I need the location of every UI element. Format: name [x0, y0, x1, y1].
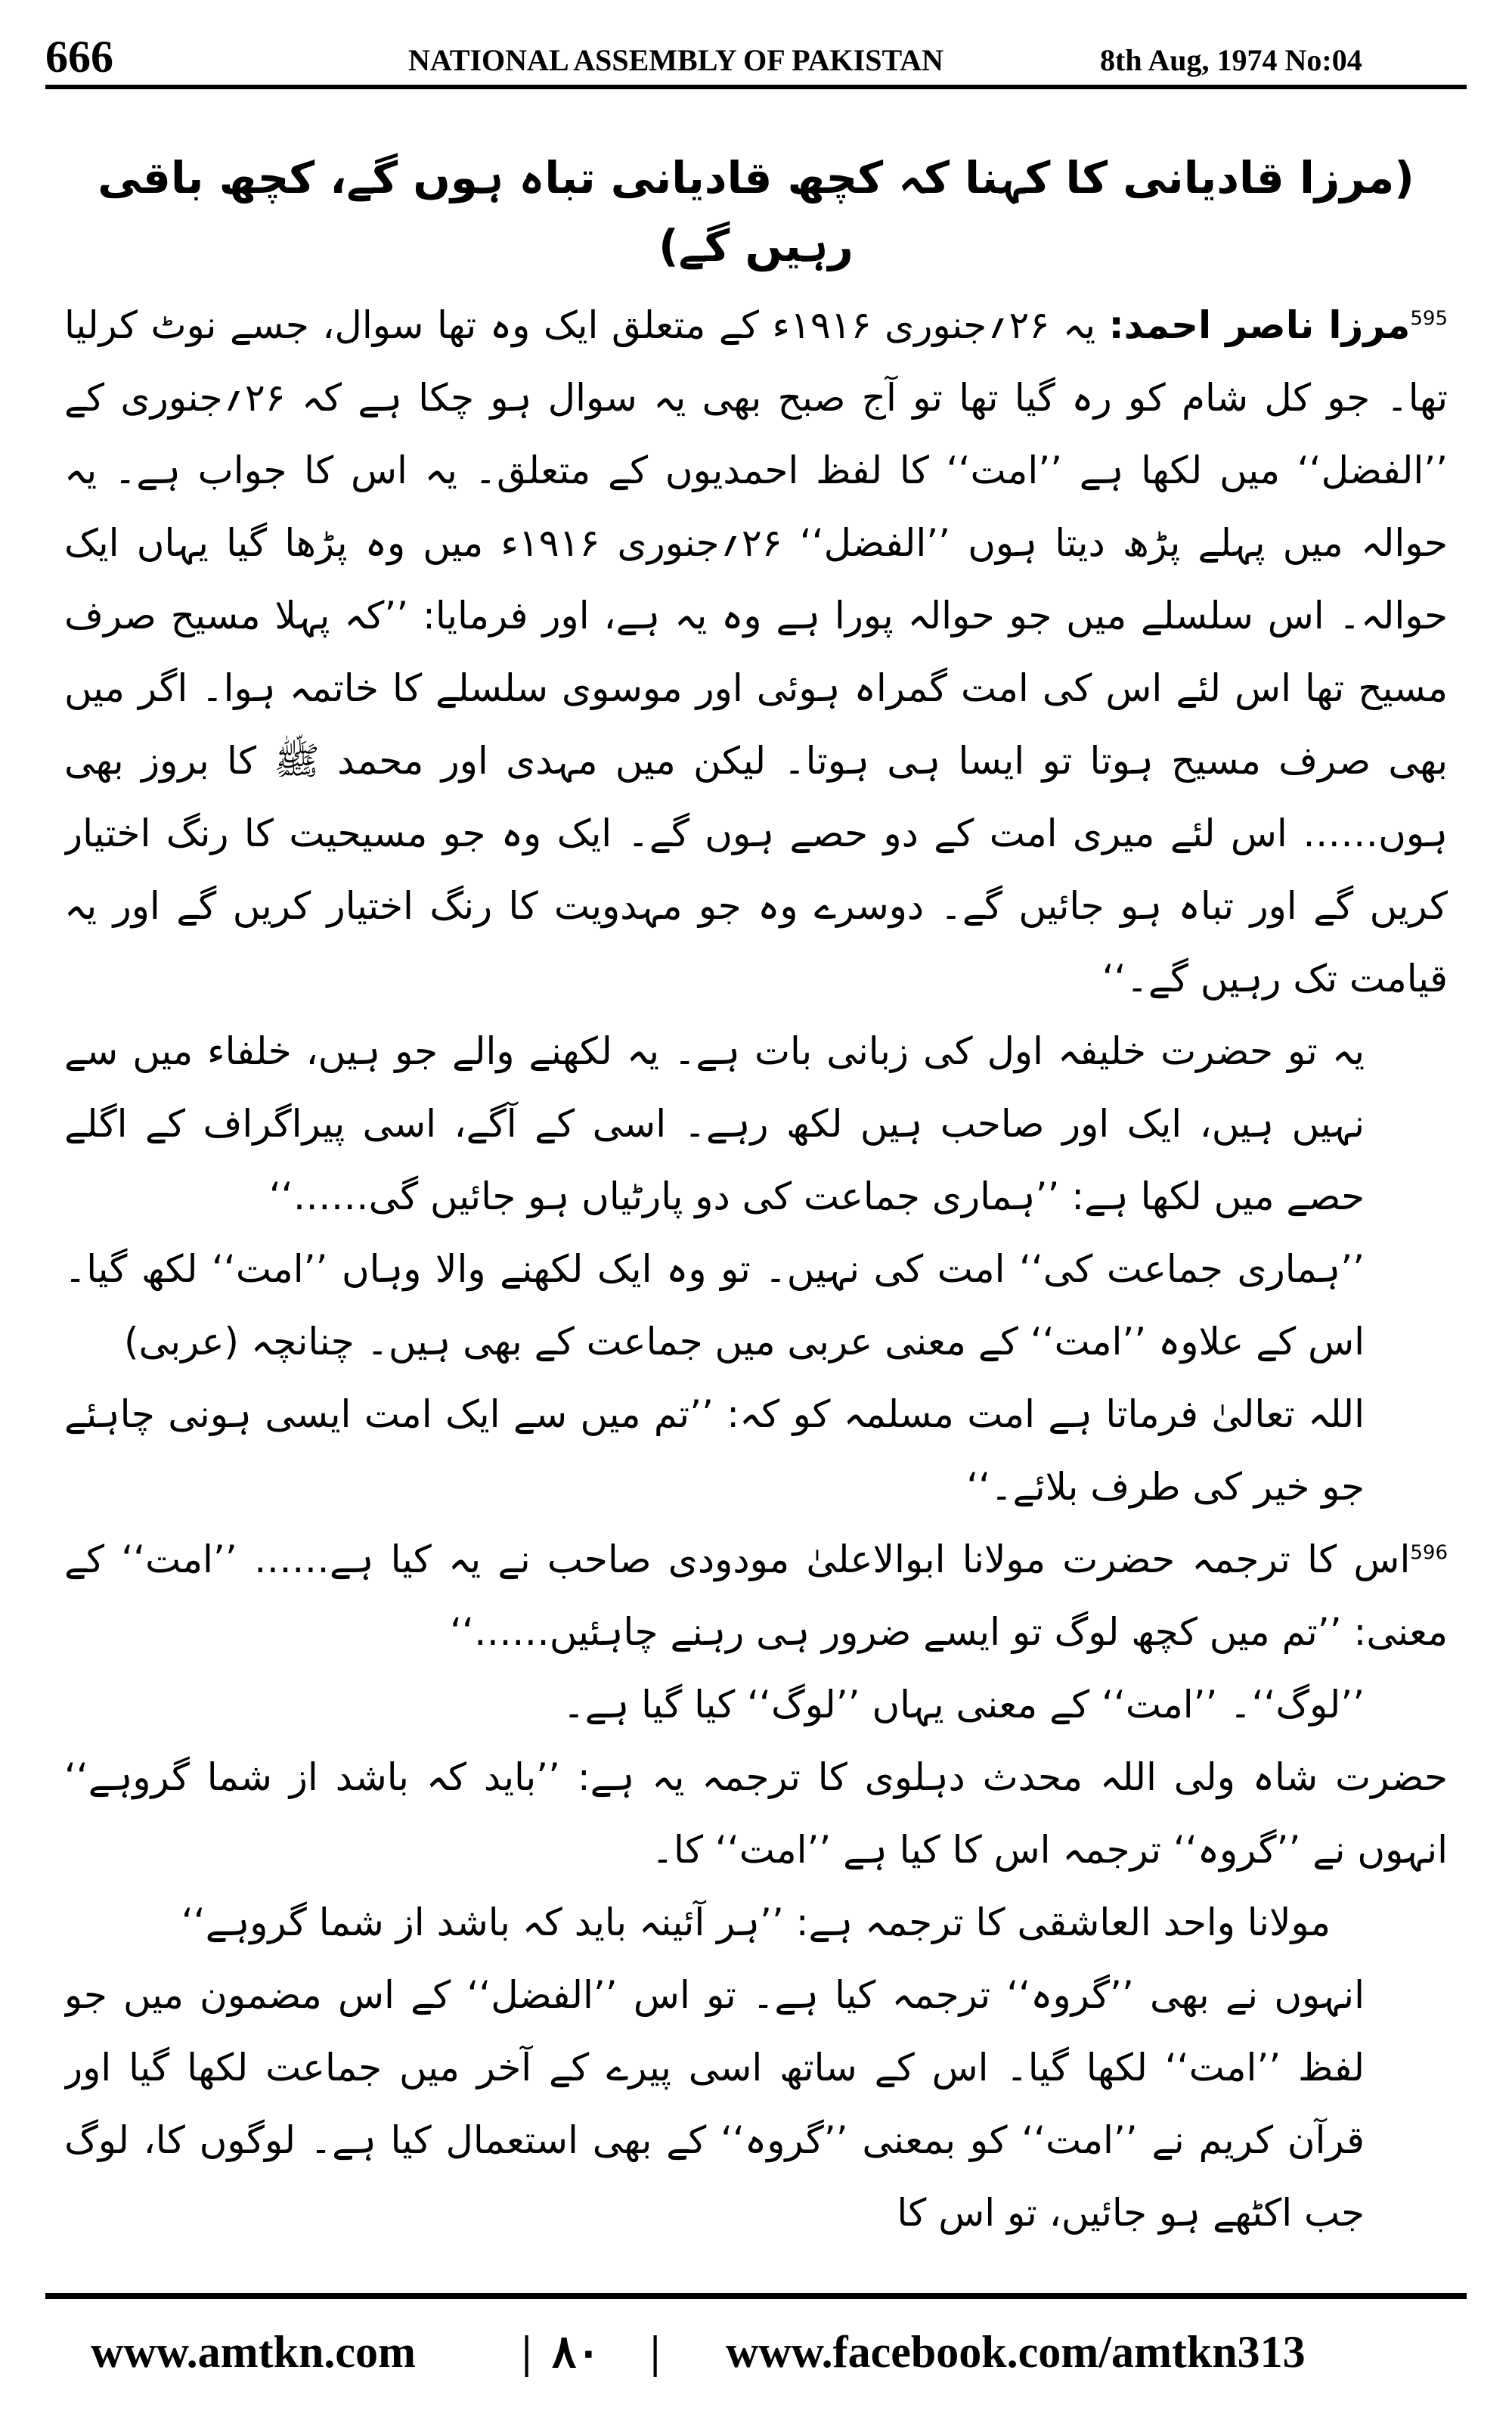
header-divider — [45, 85, 1467, 89]
facebook-link[interactable]: www.facebook.com/amtkn313 — [726, 2327, 1306, 2377]
section-heading: (مرزا قادیانی کا کہنا کہ کچھ قادیانی تباہ ہوں گے، کچھ باقی رہیں گے) — [98, 152, 1414, 271]
paragraph-text: اس کا ترجمہ حضرت مولانا ابوالاعلیٰ مودودی صاحب نے یہ کیا ہے…… ’’امت‘‘ کے معنی: ’’تم میں کچھ لوگ تو ایسے ضرور ہی رہنے چاہئیں……‘‘ — [64, 1537, 1448, 1654]
paragraph-6: ’’لوگ‘‘۔ ’’امت‘‘ کے معنی یہاں ’’لوگ‘‘ کیا گیا ہے۔ — [562, 1683, 1365, 1727]
paragraph-7: حضرت شاہ ولی اللہ محدث دہلوی کا ترجمہ یہ ہے: ’’باید کہ باشد از شما گروہے‘‘ انہوں نے ’’گروہ‘‘ ترجمہ اس کا کیا ہے ’’امت‘‘ کا۔ — [64, 1755, 1448, 1872]
reference-number: 595 — [1410, 307, 1448, 330]
paragraph-3: ’’ہماری جماعت کی‘‘ امت کی نہیں۔ تو وہ ایک لکھنے والا وہاں ’’امت‘‘ لکھ گیا۔ اس کے علاوہ ’’امت‘‘ کے معنی عربی میں جماعت کے بھی ہیں۔ چنانچہ (عربی) — [64, 1247, 1365, 1364]
footer-divider — [45, 2293, 1467, 2299]
publication-title: NATIONAL ASSEMBLY OF PAKISTAN — [408, 43, 943, 77]
footer-separator: | — [650, 2327, 661, 2377]
session-info: 8th Aug, 1974 No:04 — [1100, 43, 1362, 77]
website-link[interactable]: www.amtkn.com — [91, 2327, 416, 2377]
document-body — [64, 144, 1448, 2269]
footer-page-index: ۸۰ — [552, 2327, 601, 2377]
paragraph-4: اللہ تعالیٰ فرماتا ہے امت مسلمہ کو کہ: ’’تم میں سے ایک امت ایسی ہونی چاہئے جو خیر کی طرف بلائے۔‘‘ — [64, 1392, 1365, 1509]
page-header — [0, 0, 1512, 113]
speaker-name: مرزا ناصر احمد: — [1108, 303, 1411, 347]
page-number: 666 — [45, 32, 113, 82]
paragraph-9: انہوں نے بھی ’’گروہ‘‘ ترجمہ کیا ہے۔ تو اس ’’الفضل‘‘ کے اس مضمون میں جو لفظ ’’امت‘‘ لکھا گیا۔ اس کے ساتھ اسی پیرے کے آخر میں جماعت لکھا گیا اور قرآن کریم نے ’’امت‘‘ کو بمعنی ’’گروہ‘‘ کے بھی استعمال کیا ہے۔ لوگوں کا، لوگ جب اکٹھے ہو جائیں، تو اس کا — [64, 1973, 1365, 2235]
paragraph-8: مولانا واحد العاشقی کا ترجمہ ہے: ’’ہر آئینہ باید کہ باشد از شما گروہے‘‘ — [181, 1900, 1331, 1944]
footer-separator: | — [522, 2327, 532, 2377]
paragraph-5 — [64, 1523, 1448, 1668]
page-footer — [0, 2314, 1512, 2390]
reference-number: 596 — [1410, 1541, 1448, 1565]
paragraph-text: یہ ۲۶؍جنوری ۱۹۱۶ء کے متعلق ایک وہ تھا سوال، جسے نوٹ کرلیا تھا۔ جو کل شام کو رہ گیا تھا تو آج صبح بھی یہ سوال ہو چکا ہے کہ ۲۶؍جنوری کے ’’الفضل‘‘ میں لکھا ہے ’’امت‘‘ کا لفظ احمدیوں کے متعلق۔ یہ اس کا جواب ہے۔ یہ حوالہ میں پہلے پڑھ دیتا ہوں ’’الفضل‘‘ ۲۶؍جنوری ۱۹۱۶ء میں وہ پڑھا گیا یہاں ایک حوالہ۔ اس سلسلے میں جو حوالہ پورا ہے وہ یہ ہے، اور فرمایا: ’’کہ پہلا مسیح صرف مسیح تھا اس لئے اس کی امت گمراہ ہوئی اور موسوی سلسلے کا خاتمہ ہوا۔ اگر میں بھی صرف مسیح ہوتا تو ایسا ہی ہوتا۔ لیکن میں مہدی اور محمد ﷺ کا بروز بھی ہوں…… اس لئے میری امت کے دو حصے ہوں گے۔ ایک وہ جو مسیحیت کا رنگ اختیار کریں گے اور تباہ ہو جائیں گے۔ دوسرے وہ جو مہدویت کا رنگ اختیار کریں گے اور یہ قیامت تک رہیں گے۔‘‘ — [64, 303, 1448, 1001]
paragraph-1 — [64, 289, 1448, 1015]
paragraph-2: یہ تو حضرت خلیفہ اول کی زبانی بات ہے۔ یہ لکھنے والے جو ہیں، خلفاء میں سے نہیں ہیں، ایک اور صاحب ہیں لکھ رہے۔ اسی کے آگے، اسی پیراگراف کے اگلے حصے میں لکھا ہے: ’’ہماری جماعت کی دو پارٹیاں ہو جائیں گی……‘‘ — [64, 1029, 1365, 1218]
